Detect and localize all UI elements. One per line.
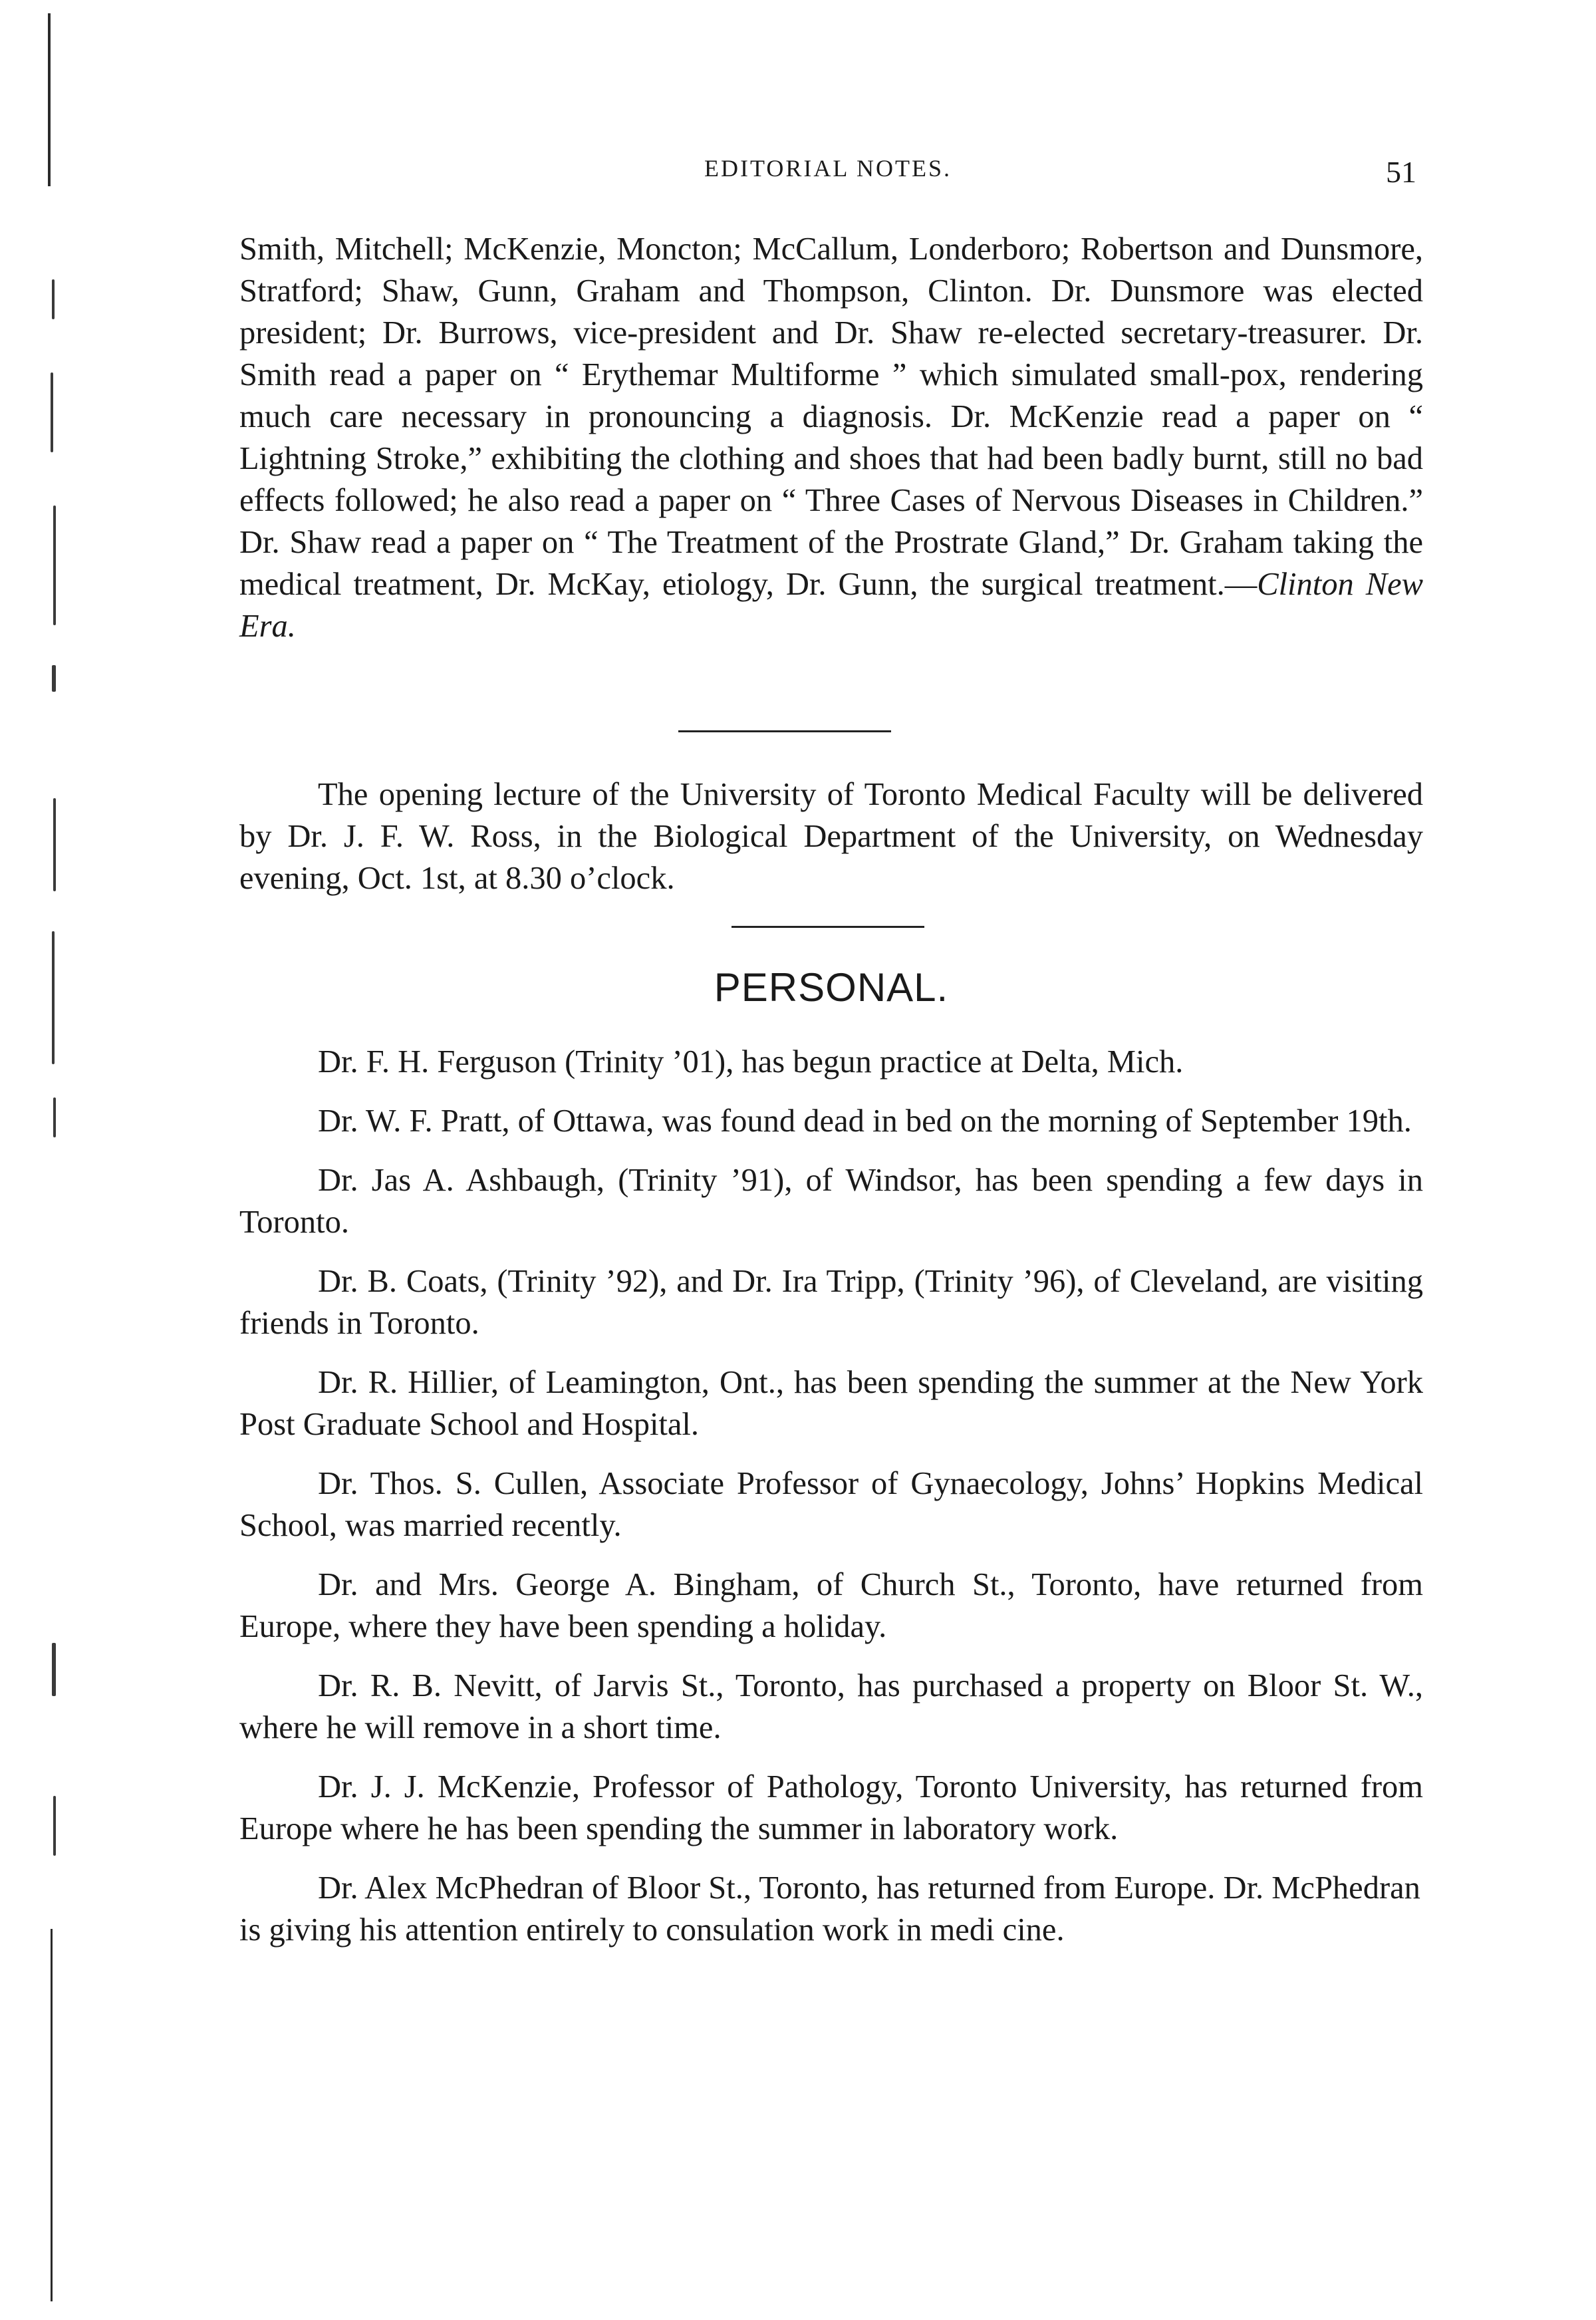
scan-speck [53,1097,56,1137]
meeting-text: Smith, Mitchell; McKenzie, Moncton; McCallum, Londerboro; Robertson and Dunsmore, Stratford; Shaw, Gunn, Graham and Thompson, Clinton. Dr. Dunsmore was elected president; Dr. Burrows, vice-president and Dr. Shaw re-elected secretary-treasurer. Dr. Smith read a paper on “ Erythemar Multiforme ” which simulated small-pox, rendering much care necessary in pronouncing a diagnosis. Dr. McKenzie read a paper on “ Lightning Stroke,” exhibiting the clothing and shoes that had been badly burnt, still no bad effects followed; he also read a paper on “ Three Cases of Nervous Diseases in Children.” Dr. Shaw read a paper on “ The Treatment of the Prostrate Gland,” Dr. Graham taking the medical treatment, Dr. McKay, etiology, Dr. Gunn, the surgical treatment.— [239,231,1423,602]
scan-speck [52,1643,56,1696]
personal-item: Dr. Alex McPhedran of Bloor St., Toronto, has returned from Europe. Dr. McPhedran is giving his attention entirely to consulation work in medi cine. [239,1870,1420,1948]
running-title: EDITORIAL NOTES. [704,155,952,182]
scan-speck [52,279,55,319]
personal-item: Dr. J. J. McKenzie, Professor of Pathology, Toronto University, has returned from Europe where he has been spending the summer in laboratory work. [239,1769,1423,1846]
lecture-text: The opening lecture of the University of Toronto Medical Faculty will be delivered by Dr. J. F. W. Ross, in the Biological Department of the University, on Wednesday evening, Oct. 1st, at 8.30 o’clock. [239,777,1423,896]
lecture-paragraph [239,774,1423,899]
binding-edge [51,1929,53,2301]
personal-item: Dr. W. F. Pratt, of Ottawa, was found dead in bed on the morning of September 19th. [318,1103,1412,1139]
section-divider [678,730,891,732]
scan-speck [52,931,55,1064]
running-head [239,154,1416,194]
scan-speck [53,506,56,625]
scan-speck [52,665,56,692]
personal-item: Dr. Thos. S. Cullen, Associate Professor of Gynaecology, Johns’ Hopkins Medical School, was married recently. [239,1466,1423,1543]
personal-item: Dr. F. H. Ferguson (Trinity ’01), has begun practice at Delta, Mich. [318,1044,1184,1080]
page-number: 51 [1386,155,1416,189]
personal-item: Dr. B. Coats, (Trinity ’92), and Dr. Ira Tripp, (Trinity ’96), of Cleveland, are visiting friends in Toronto. [239,1264,1423,1341]
scan-speck [53,1796,56,1856]
section-divider [732,926,924,928]
binding-edge [48,13,51,186]
meeting-paragraph [239,228,1423,647]
scan-speck [53,798,56,891]
personal-notes [239,1041,1423,1968]
meeting-source: Clinton New Era. [239,567,1423,644]
scan-speck [51,372,53,452]
personal-item: Dr. and Mrs. George A. Bingham, of Church St., Toronto, have returned from Europe, where they have been spending a holiday. [239,1567,1423,1644]
personal-item: Dr. R. Hillier, of Leamington, Ont., has been spending the summer at the New York Post Graduate School and Hospital. [239,1365,1423,1442]
personal-item: Dr. Jas A. Ashbaugh, (Trinity ’91), of Windsor, has been spending a few days in Toronto. [239,1163,1423,1240]
personal-item: Dr. R. B. Nevitt, of Jarvis St., Toronto, has purchased a property on Bloor St. W., where he will remove in a short time. [239,1668,1423,1745]
personal-heading: PERSONAL. [714,965,949,1010]
